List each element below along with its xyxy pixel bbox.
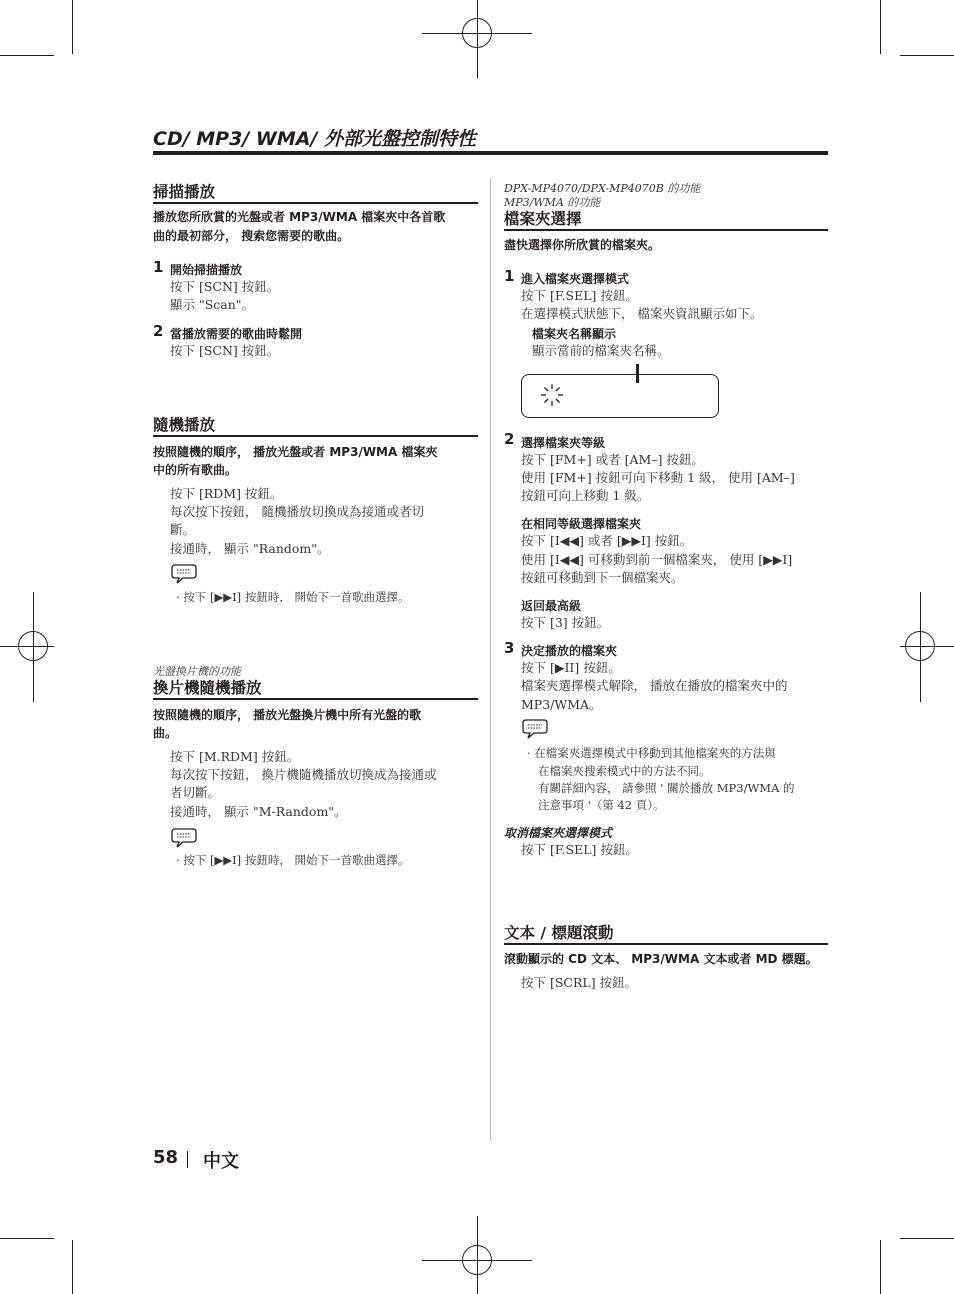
scan-lead-1: 播放您所欣賞的光盤或者 MP3/WMA 檔案夾中各首歌 (153, 210, 446, 224)
title-rule (153, 151, 828, 155)
sub-text: 使用 [I◀◀] 可移動到前一個檔案夾， 使用 [▶▶I] (521, 552, 793, 567)
step-number: 1 (153, 258, 164, 276)
step-text: 按鈕可向上移動 1 級。 (521, 488, 650, 503)
folder-name-display (521, 374, 719, 418)
heading-rule (153, 202, 478, 204)
heading-rule (504, 943, 828, 945)
note-text: · 按下 [▶▶I] 按鈕時， 開始下一首歌曲選擇。 (176, 590, 410, 604)
body-text: 每次按下按鈕， 隨機播放切換成為接通或者切 (170, 504, 424, 519)
heading-rule (153, 698, 478, 700)
step-number: 3 (504, 639, 515, 657)
crop-mark (900, 55, 954, 56)
sub-text: 按鈕可移動到下一個檔案夾。 (521, 570, 684, 585)
footer-language: 中文 (203, 1151, 239, 1172)
step-number: 2 (504, 430, 515, 448)
section-heading-random: 隨機播放 (153, 416, 216, 434)
section-heading-scroll: 文本 / 標題滾動 (504, 924, 614, 942)
heading-rule (504, 229, 828, 231)
step-text: 按下 [▶II] 按鈕。 (521, 660, 621, 675)
step-text: 使用 [FM+] 按鈕可向下移動 1 級， 使用 [AM–] (521, 470, 795, 485)
crop-mark (880, 1240, 881, 1294)
scan-lead-2: 曲的最初部分， 搜索您需要的歌曲。 (153, 229, 350, 243)
section-heading-changer-random: 換片機隨機播放 (153, 679, 262, 697)
step-title: 進入檔案夾選擇模式 (521, 272, 630, 286)
body-text: 按下 [RDM] 按鈕。 (170, 486, 283, 501)
step-text: 在選擇模式狀態下， 檔案夾資訊顯示如下。 (521, 306, 763, 321)
sub-title: 檔案夾名稱顯示 (532, 327, 617, 341)
sub-text: 顯示當前的檔案夾名稱。 (532, 343, 670, 358)
note-text: 注意事項 '（第 42 頁）。 (538, 798, 665, 812)
page-number: 58 (153, 1147, 179, 1168)
step-number: 2 (153, 322, 164, 340)
crop-mark (900, 1238, 954, 1239)
section-heading-folder-select: 檔案夾選擇 (504, 210, 582, 228)
step-title: 決定播放的檔案夾 (521, 644, 618, 658)
step-text: 檔案夾選擇模式解除， 播放在播放的檔案夾中的 (521, 678, 788, 693)
note-text: · 在檔案夾選擇模式中移動到其他檔案夾的方法與 (527, 746, 776, 760)
body-text: 者切斷。 (170, 785, 221, 800)
body-text: 接通時， 顯示 "Random"。 (170, 541, 330, 556)
sub-title: 在相同等級選擇檔案夾 (521, 517, 642, 531)
folder-lead: 盡快選擇你所欣賞的檔案夾。 (504, 238, 661, 252)
step-text: 按下 [F.SEL] 按鈕。 (521, 288, 638, 303)
step-text: 按下 [FM+] 或者 [AM–] 按鈕。 (521, 452, 704, 467)
note-speech-icon (171, 827, 197, 849)
step-title: 開始掃描播放 (170, 263, 243, 277)
step-text: 按下 [SCN] 按鈕。 (170, 279, 280, 294)
note-text: 有關詳細內容， 請參照 ' 關於播放 MP3/WMA 的 (538, 781, 795, 795)
crop-mark (72, 0, 73, 54)
feature-caption: 光盤換片機的功能 (153, 665, 241, 678)
random-lead-1: 按照隨機的順序， 播放光盤或者 MP3/WMA 檔案夾 (153, 445, 438, 459)
section-heading-scan: 掃描播放 (153, 183, 216, 201)
step-title: 選擇檔案夾等級 (521, 436, 606, 450)
body-text: 每次按下按鈕， 換片機隨機播放切換成為接通或 (170, 767, 437, 782)
footer-separator (187, 1151, 188, 1168)
step-text: 顯示 "Scan"。 (170, 297, 255, 312)
body-text: 按下 [M.RDM] 按鈕。 (170, 749, 300, 764)
crop-mark (880, 0, 881, 54)
note-text: 在檔案夾搜索模式中的方法不同。 (538, 764, 711, 778)
scroll-lead: 滾動顯示的 CD 文本、 MP3/WMA 文本或者 MD 標題。 (504, 952, 818, 966)
feature-caption: MP3/WMA 的功能 (504, 196, 601, 209)
changer-lead-2: 曲。 (153, 726, 178, 740)
random-lead-2: 中的所有歌曲。 (153, 463, 238, 477)
step-title: 當播放需要的歌曲時鬆開 (170, 327, 303, 341)
body-text: 按下 [SCRL] 按鈕。 (521, 975, 638, 990)
changer-lead-1: 按照隨機的順序， 播放光盤換片機中所有光盤的歌 (153, 708, 422, 722)
heading-rule (153, 435, 478, 437)
spinner-icon (538, 381, 566, 409)
crop-mark (0, 1238, 54, 1239)
step-text: 按下 [SCN] 按鈕。 (170, 343, 280, 358)
crop-mark (0, 55, 54, 56)
note-speech-icon (522, 718, 548, 740)
note-text: · 按下 [▶▶I] 按鈕時， 開始下一首歌曲選擇。 (176, 853, 410, 867)
feature-caption: DPX-MP4070/DPX-MP4070B 的功能 (504, 182, 701, 195)
note-speech-icon (171, 563, 197, 585)
step-number: 1 (504, 267, 515, 285)
sub-title: 返回最高級 (521, 599, 582, 613)
crop-mark (72, 1240, 73, 1294)
sub-text: 按下 [3] 按鈕。 (521, 615, 610, 630)
step-text: MP3/WMA。 (521, 697, 602, 712)
body-text: 接通時， 顯示 "M-Random"。 (170, 804, 347, 819)
column-divider (490, 178, 491, 1140)
cancel-text: 按下 [F.SEL] 按鈕。 (521, 842, 638, 857)
sub-text: 按下 [I◀◀] 或者 [▶▶I] 按鈕。 (521, 533, 693, 548)
body-text: 斷。 (170, 522, 196, 537)
cancel-title: 取消檔案夾選擇模式 (504, 826, 613, 840)
page-title: CD/ MP3/ WMA/ 外部光盤控制特性 (153, 128, 477, 150)
